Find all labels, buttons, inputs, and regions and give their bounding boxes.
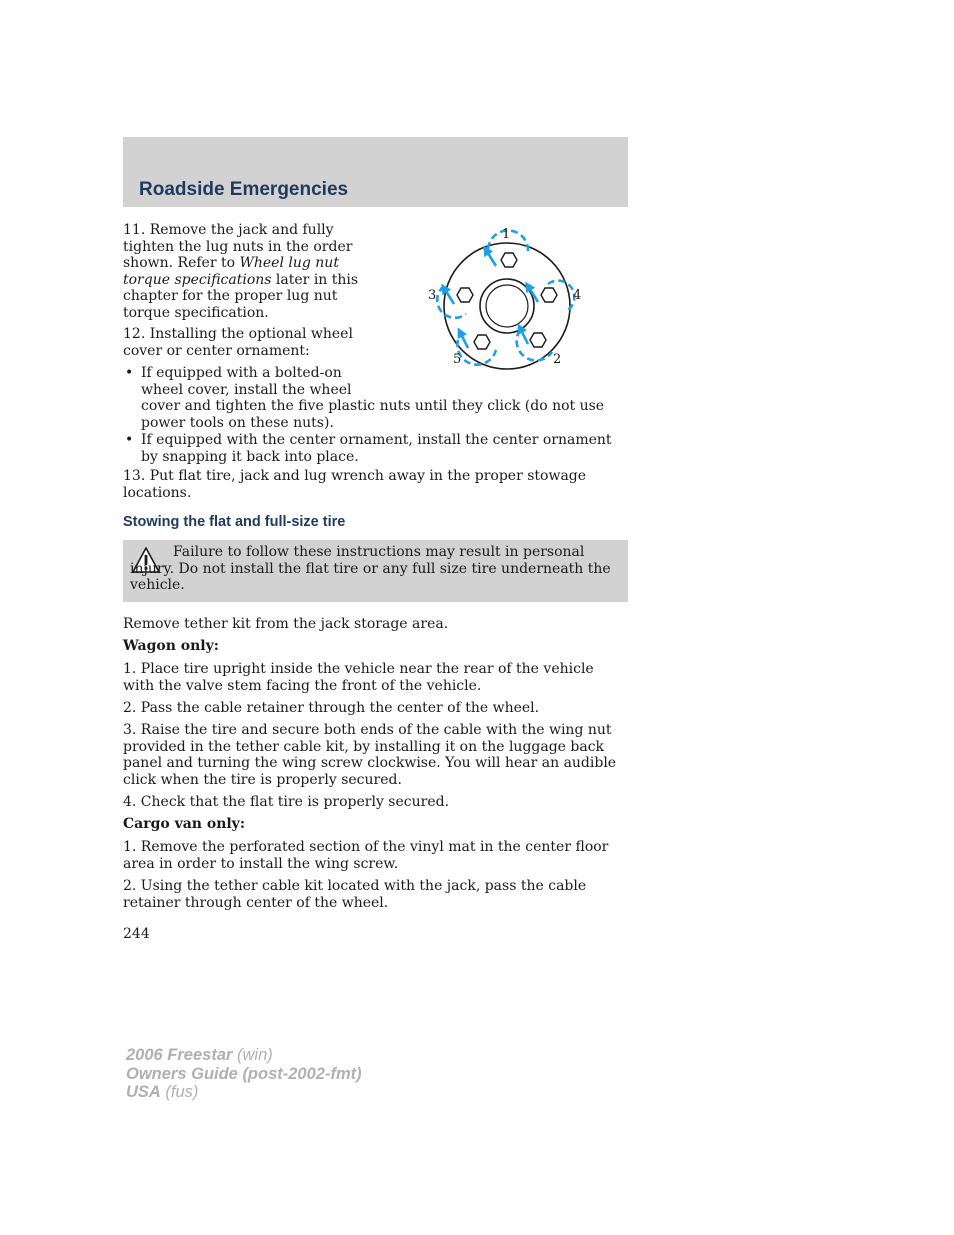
section-subheading: Stowing the flat and full-size tire (123, 514, 346, 530)
cargo-step-2: 2. Using the tether cable kit located with the jack, pass the cable retainer through center of the wheel. (123, 878, 587, 911)
step-13-text: 13. Put flat tire, jack and lug wrench away in the proper stowage locations. (123, 468, 587, 501)
footer-line-1 (126, 1046, 362, 1065)
bullet-center-ornament-text: If equipped with the center ornament, install the center ornament by snapping it back into place. (141, 432, 612, 465)
lug-nut-3 (457, 288, 473, 302)
wagon-heading: Wagon only: (123, 638, 219, 654)
wheel-hub-inner (486, 285, 528, 327)
section-title: Roadside Emergencies (139, 179, 349, 200)
bullet-wheel-cover-text (141, 365, 623, 431)
cargo-heading: Cargo van only: (123, 816, 245, 832)
footer-market-code: (fus) (160, 1083, 199, 1101)
wheel-hub-outer (480, 279, 534, 333)
lug-nut-2 (530, 333, 546, 347)
bullet-wheel-cover-line-b: cover and tighten the five plastic nuts until they click (do not use power tools on these nuts). (141, 398, 605, 431)
wagon-step-1: 1. Place tire upright inside the vehicle near the rear of the vehicle with the valve stem facing the front of the vehicle. (123, 661, 594, 694)
lug-nut-order-diagram (420, 222, 590, 372)
footer-guide: Owners Guide (post-2002-fmt) (126, 1064, 362, 1083)
torque-spec-reference: Wheel lug nut torque specifications (123, 255, 339, 288)
step-11-text (123, 222, 359, 321)
bullet-wheel-cover-line-a: If equipped with a bolted-on wheel cover, install the wheel (141, 365, 352, 398)
step-12-text: 12. Installing the optional wheel cover or center ornament: (123, 326, 353, 359)
footer-market: USA (126, 1083, 161, 1101)
lug-nut-4 (541, 288, 557, 302)
page-number: 244 (123, 926, 150, 942)
arrow-icon (486, 250, 496, 266)
footer-model: 2006 Freestar (126, 1046, 233, 1064)
lug-order-label-3: 3 (428, 288, 437, 303)
lug-nut-5 (474, 335, 490, 349)
arrow-icon (460, 332, 468, 348)
lug-order-label-1: 1 (502, 227, 511, 242)
section-header-band (123, 137, 628, 207)
tether-kit-intro: Remove tether kit from the jack storage area. (123, 616, 449, 632)
wagon-step-2: 2. Pass the cable retainer through the center of the wheel. (123, 700, 540, 716)
lug-nut-1 (501, 253, 517, 267)
warning-text: Failure to follow these instructions may result in personal injury. Do not install the flat tire or any full size tire underneath the vehicle. (130, 544, 611, 593)
cargo-step-1: 1. Remove the perforated section of the vinyl mat in the center floor area in order to install the wing screw. (123, 839, 609, 872)
lug-order-label-4: 4 (573, 288, 582, 303)
bullet-center-ornament (123, 432, 623, 466)
lug-order-label-5: 5 (453, 352, 462, 367)
bullet-dot: • (125, 365, 134, 381)
wagon-step-4: 4. Check that the flat tire is properly secured. (123, 794, 450, 810)
arrow-icon (520, 328, 528, 344)
document-footer (126, 1046, 362, 1102)
bullet-wheel-cover (123, 365, 623, 431)
step-11-part-b: later in this chapter for the proper lug nut torque specification. (123, 271, 359, 321)
wagon-step-3: 3. Raise the tire and secure both ends of the cable with the wing nut provided in the tether cable kit, by installing it on the luggage back panel and turning the wing screw clockwise. You will hear an audible click when the tire is properly secured. (123, 722, 617, 788)
footer-line-3 (126, 1083, 362, 1102)
footer-line-2 (126, 1065, 362, 1084)
bullet-dot: • (125, 432, 134, 448)
step-11-part-a: 11. Remove the jack and fully tighten the lug nuts in the order shown. Refer to (123, 222, 353, 271)
warning-box (123, 540, 628, 602)
footer-model-code: (win) (232, 1046, 273, 1064)
lug-order-label-2: 2 (553, 352, 562, 367)
